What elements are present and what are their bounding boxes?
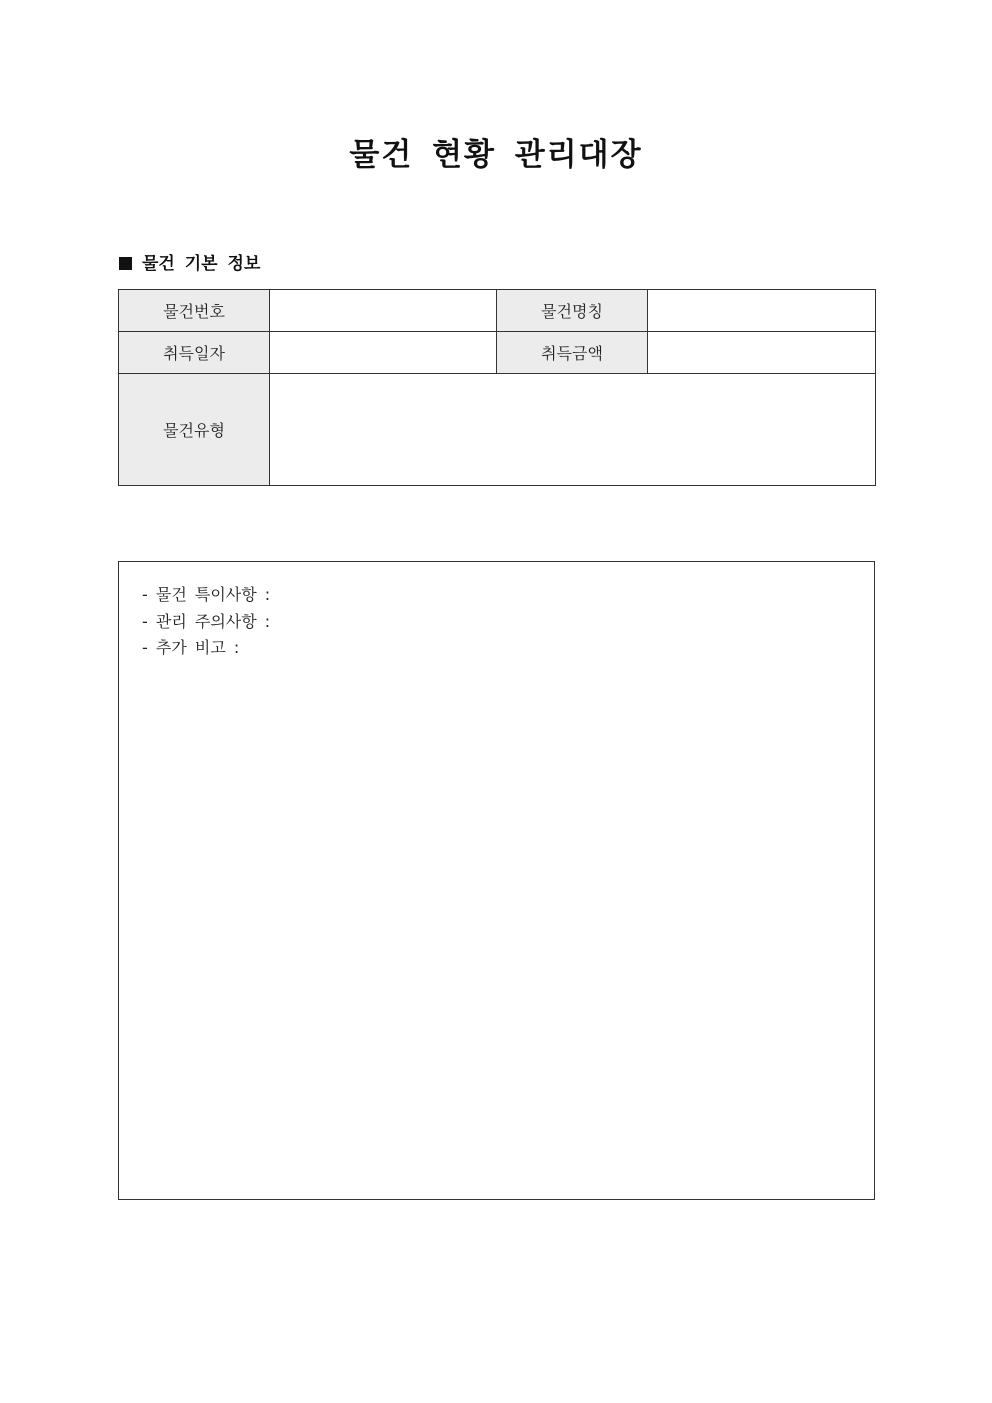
document-title: 물건 현황 관리대장 xyxy=(349,137,643,173)
table-row xyxy=(119,290,876,332)
label-item-name: 물건명칭 xyxy=(497,290,648,332)
label-acquisition-date: 취득일자 xyxy=(119,332,270,374)
notes-box[interactable] xyxy=(118,561,875,1200)
value-acquisition-date[interactable] xyxy=(270,332,497,374)
note-item-special: - 물건 특이사항 : xyxy=(142,585,271,604)
label-item-type: 물건유형 xyxy=(119,374,270,486)
table-row xyxy=(119,374,876,486)
note-item-remarks: - 추가 비고 : xyxy=(142,638,240,657)
basic-info-table xyxy=(118,289,876,486)
label-acquisition-amount: 취득금액 xyxy=(497,332,648,374)
value-item-name[interactable] xyxy=(648,290,876,332)
value-item-type[interactable] xyxy=(270,374,876,486)
value-item-number[interactable] xyxy=(270,290,497,332)
section-heading-basic-info xyxy=(119,251,260,277)
notes-list xyxy=(119,562,874,662)
note-item-caution: - 관리 주의사항 : xyxy=(142,611,271,631)
value-acquisition-amount[interactable] xyxy=(648,332,876,374)
label-item-number: 물건번호 xyxy=(119,290,270,332)
section-heading-text: 물건 기본 정보 xyxy=(142,254,261,274)
square-bullet-icon xyxy=(119,257,132,270)
table-row xyxy=(119,332,876,374)
